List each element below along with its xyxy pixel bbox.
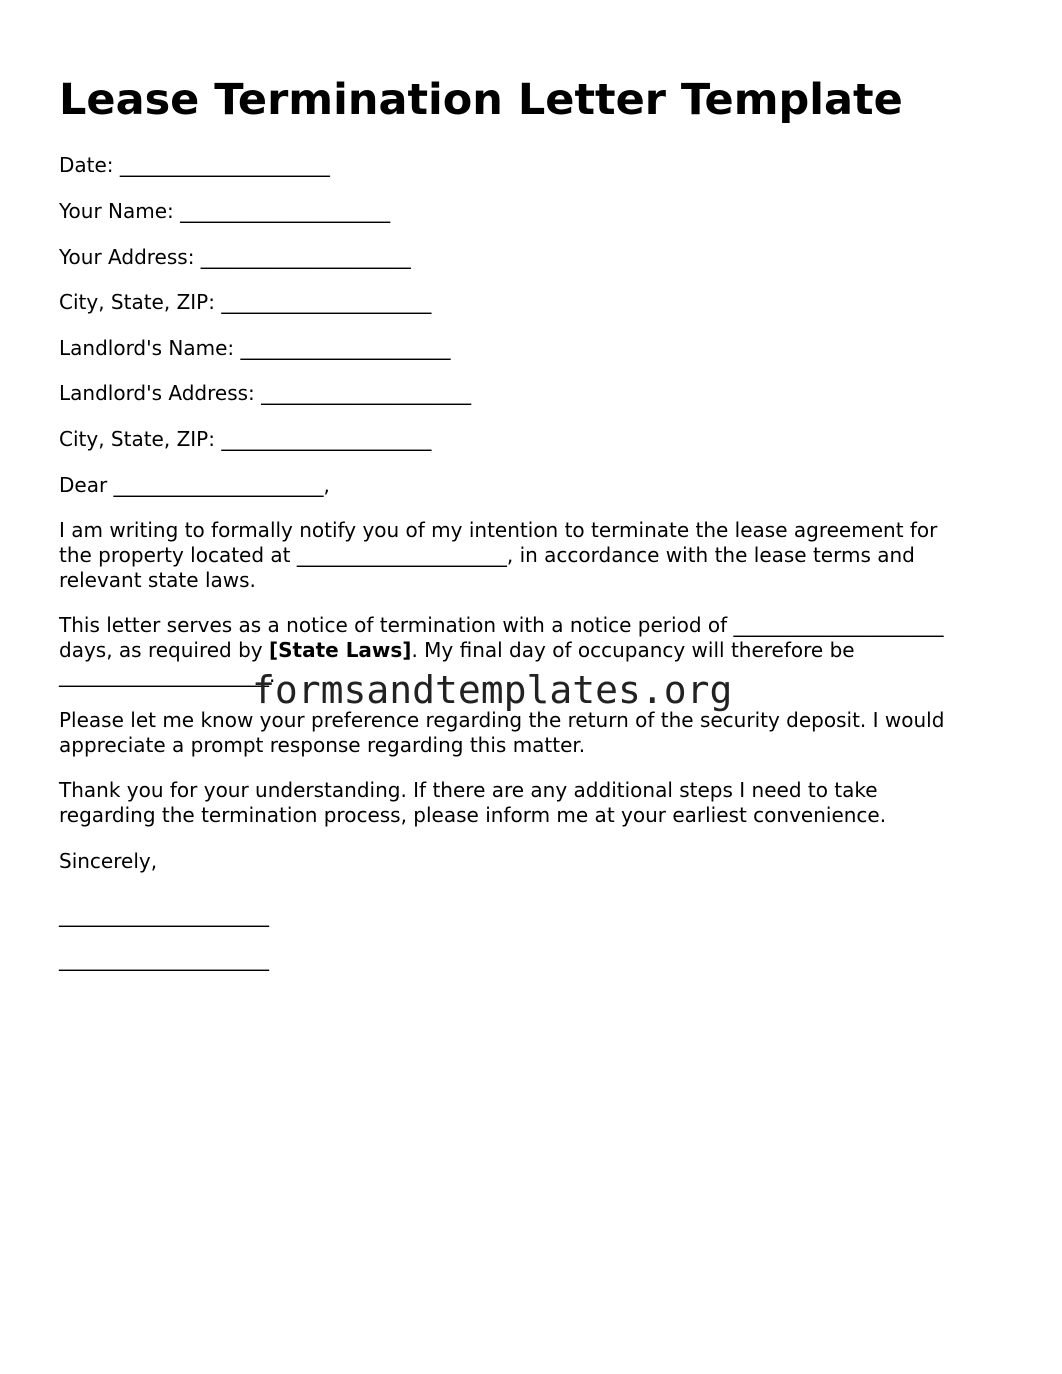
paragraph-line: the property located at _____________________, in accordance with the lease terms and [59,543,915,567]
paragraph-line: This letter serves as a notice of termination with a notice period of _____________________ [59,613,944,637]
printed-name-line: _____________________ [59,947,269,971]
landlord-address-field: Landlord's Address: _____________________ [59,381,472,405]
landlord-name-field: Landlord's Name: _____________________ [59,336,451,360]
paragraph-line: Thank you for your understanding. If there are any additional steps I need to take [59,778,878,802]
your-address-field: Your Address: _____________________ [59,245,411,269]
paragraph-line: _____________________. [59,663,276,687]
state-laws-placeholder: [State Laws] [269,638,412,662]
city-state-zip-field-2: City, State, ZIP: _____________________ [59,427,432,451]
paragraph-thank-you [59,778,1009,828]
paragraph-notice-intent [59,518,1009,593]
document-title: Lease Termination Letter Template [59,75,903,125]
closing: Sincerely, [59,849,158,873]
paragraph-line: relevant state laws. [59,568,256,592]
date-field: Date: _____________________ [59,153,330,177]
paragraph-line: regarding the termination process, please inform me at your earliest convenience. [59,803,887,827]
paragraph-line: appreciate a prompt response regarding this matter. [59,733,586,757]
your-name-field: Your Name: _____________________ [59,199,391,223]
watermark: formsandtemplates.org [252,668,733,712]
city-state-zip-field-1: City, State, ZIP: _____________________ [59,290,432,314]
salutation: Dear _____________________, [59,473,330,497]
paragraph-text: days, as required by [59,638,269,662]
paragraph-security-deposit [59,708,1009,758]
paragraph-line: Please let me know your preference regarding the return of the security deposit. I would [59,708,945,732]
signature-line: _____________________ [59,903,269,927]
paragraph-line [59,638,1009,663]
paragraph-line: I am writing to formally notify you of my intention to terminate the lease agreement for [59,518,938,542]
paragraph-text: . My final day of occupancy will therefore be [411,638,855,662]
